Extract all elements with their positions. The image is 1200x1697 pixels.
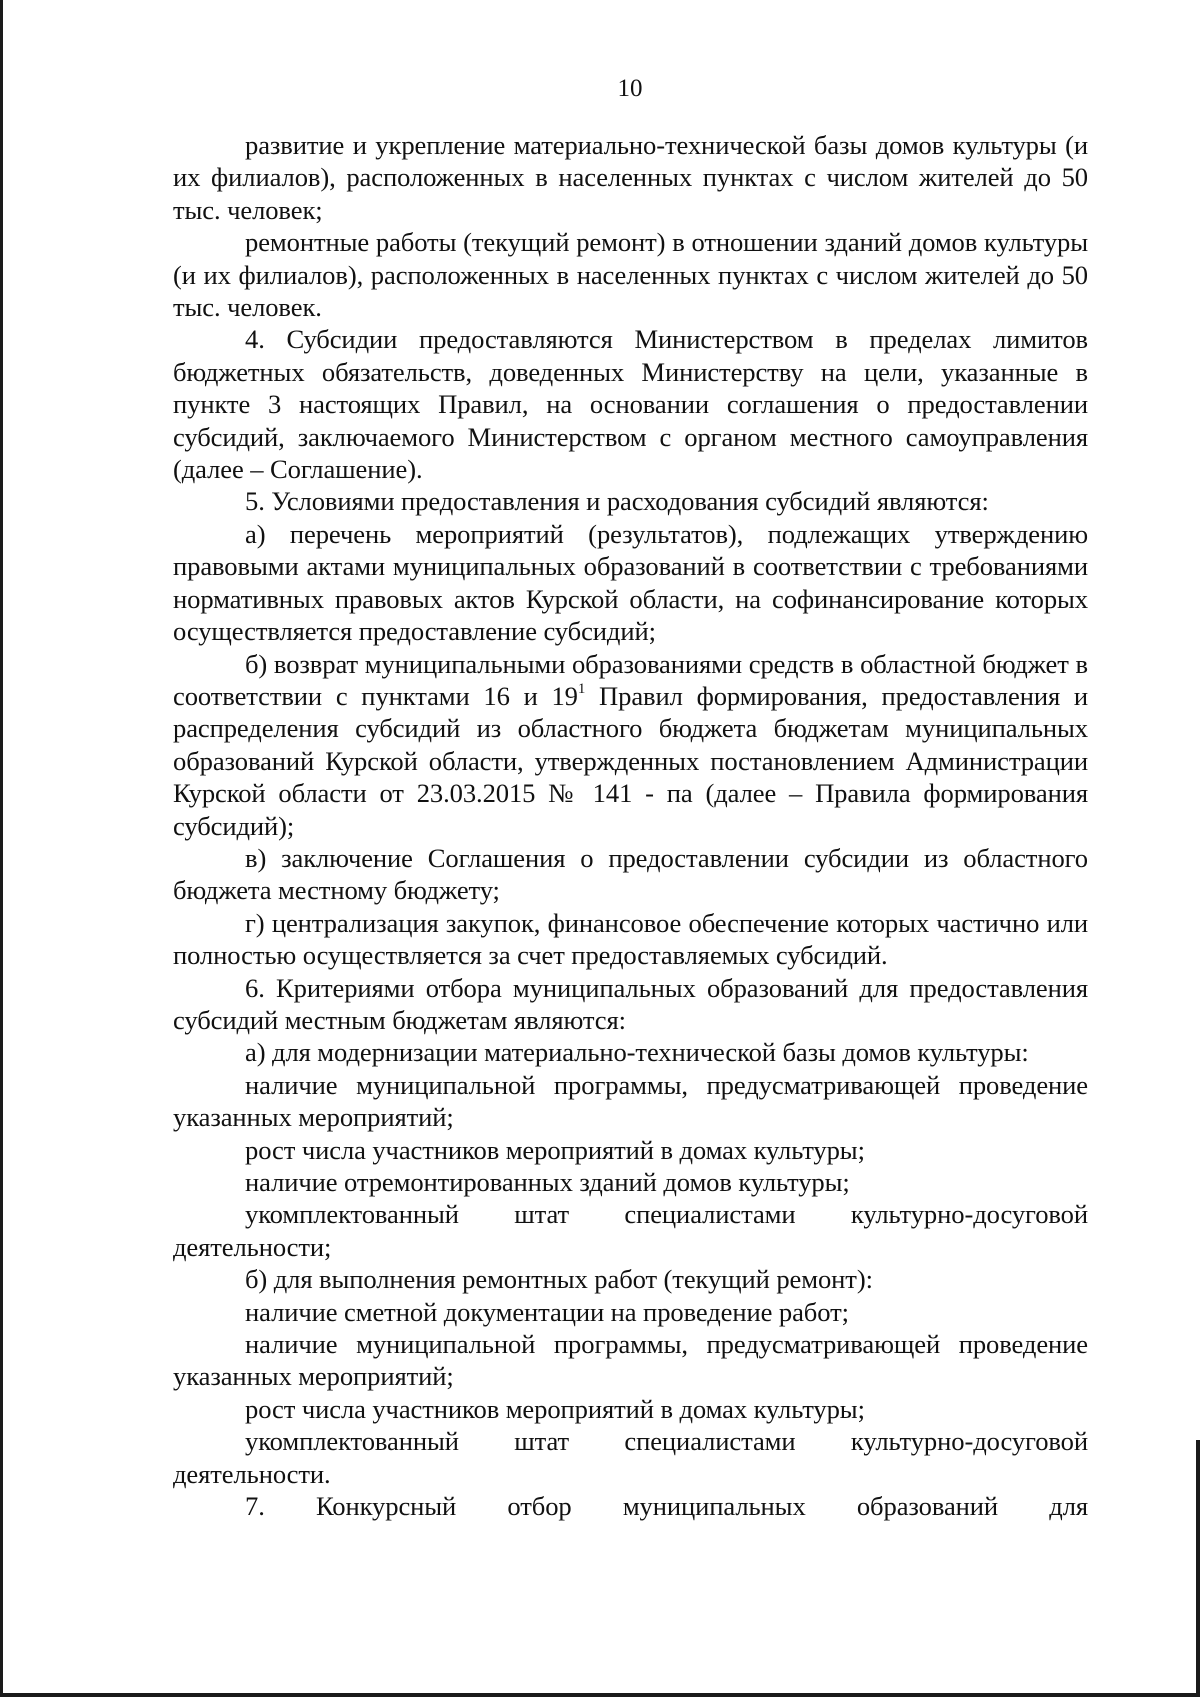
paragraph-6b: б) для выполнения ремонтных работ (текущий ремонт): — [245, 1264, 873, 1295]
paragraph-5a: а) перечень мероприятий (результатов), подлежащих утверждению правовыми актами муниципальных образований в соответствии с требованиями нормативных правовых актов Курской области, на софинансирование которых осуществляется предоставление субсидий; — [173, 518, 1088, 647]
paragraph-4-subsidies: 4. Субсидии предоставляются Министерством в пределах лимитов бюджетных обязательств, доведенных Министерству на цели, указанные в пункте 3 настоящих Правил, на основании соглашения о предоставлении субсидий, заключаемого Министерством с органом местного самоуправления (далее – Соглашение). — [173, 324, 1088, 485]
paragraph-6b-estimate: наличие сметной документации на проведение работ; — [245, 1296, 849, 1327]
paragraph-development: развитие и укрепление материально-технической базы домов культуры (и их филиалов), расположенных в населенных пунктах с числом жителей до 50 тыс. человек; — [173, 130, 1088, 225]
paragraph-6a-renovated: наличие отремонтированных зданий домов культуры; — [245, 1167, 850, 1197]
paragraph-5-conditions: 5. Условиями предоставления и расходования субсидий являются: — [245, 486, 989, 517]
page-number: 10 — [617, 75, 643, 102]
paragraph-6b-program: наличие муниципальной программы, предусматривающей проведение указанных мероприятий; — [173, 1329, 1088, 1392]
paragraph-6b-staff: укомплектованный штат специалистами культурно-досуговой деятельности. — [173, 1426, 1088, 1489]
paragraph-5g: г) централизация закупок, финансовое обеспечение которых частично или полностью осуществляется за счет предоставляемых субсидий. — [173, 907, 1088, 971]
scan-edge-bottom — [0, 1693, 1200, 1697]
document-body — [173, 129, 1088, 1522]
paragraph-5b-superscript: 1 — [577, 681, 586, 698]
paragraph-6b-growth: рост числа участников мероприятий в домах культуры; — [245, 1393, 865, 1424]
paragraph-6a-staff: укомплектованный штат специалистами культурно-досуговой деятельности; — [173, 1199, 1088, 1262]
paragraph-6a-growth: рост числа участников мероприятий в домах культуры; — [245, 1134, 865, 1165]
scan-edge-right — [1196, 1440, 1200, 1697]
scan-edge-left — [0, 0, 3, 1697]
paragraph-6a: а) для модернизации материально-технической базы домов культуры: — [245, 1037, 1029, 1068]
paragraph-5b — [173, 648, 1088, 842]
paragraph-5b-text-after: Правил формирования, предоставления и распределения субсидий из областного бюджета бюджетам муниципальных образований Курской области, утвержденных постановлением Администрации Курской области от 23.03.2015 № 141 - па (далее – Правила формирования субсидий); — [173, 680, 1088, 841]
paragraph-7-selection: 7. Конкурсный отбор муниципальных образований для — [245, 1491, 1088, 1522]
paragraph-6-criteria: 6. Критериями отбора муниципальных образований для предоставления субсидий местным бюджетам являются: — [173, 972, 1088, 1035]
paragraph-6a-program: наличие муниципальной программы, предусматривающей проведение указанных мероприятий; — [173, 1069, 1088, 1133]
paragraph-5v: в) заключение Соглашения о предоставлении субсидии из областного бюджета местному бюджету; — [173, 842, 1088, 906]
paragraph-5b-text-before: б) возврат муниципальными образованиями средств в областной бюджет в соответствии с пунктами 16 и 19 — [173, 648, 1088, 711]
paragraph-repair-works: ремонтные работы (текущий ремонт) в отношении зданий домов культуры (и их филиалов), расположенных в населенных пунктах с числом жителей до 50 тыс. человек. — [173, 227, 1088, 323]
